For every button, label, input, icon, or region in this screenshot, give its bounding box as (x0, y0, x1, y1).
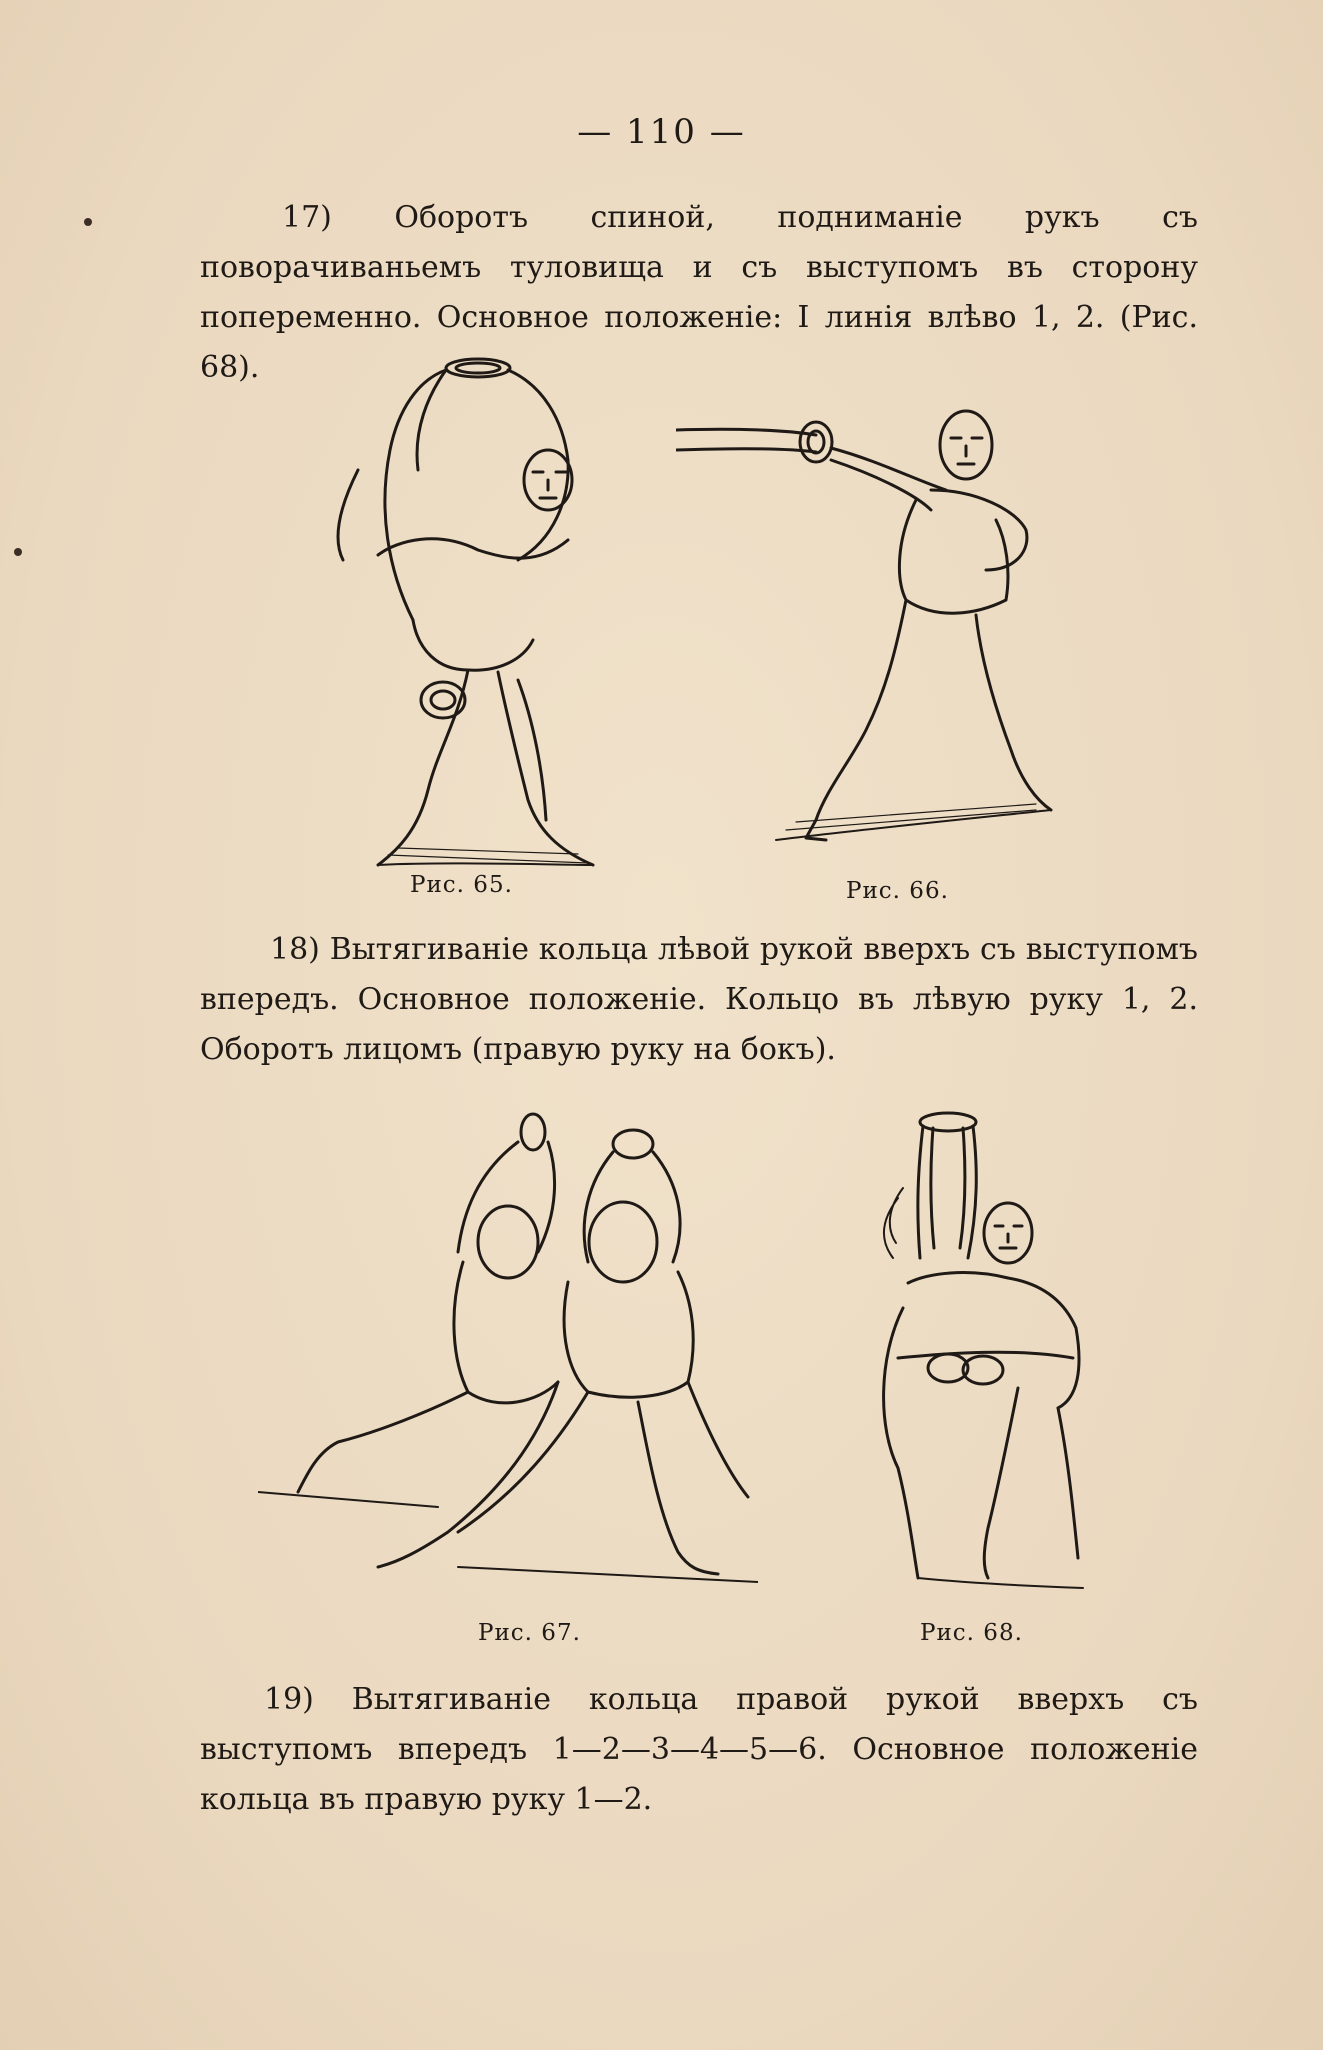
ink-speck (84, 218, 92, 226)
figure-67-illustration (258, 1112, 758, 1592)
paragraph-17: 17) Оборотъ спиной, подниманіе рукъ съ поворачиваньемъ туловища и съ выступомъ въ сторону попеременно. Основное положеніе: I линія влѣво 1, 2. (Рис. 68). (200, 200, 1198, 385)
figure-65-illustration (318, 350, 608, 870)
figure-66-illustration (676, 390, 1056, 850)
page-number: — 110 — (577, 112, 746, 152)
figure-68-illustration (868, 1108, 1088, 1598)
figure-66-caption: Рис. 66. (846, 878, 949, 904)
figure-67-caption: Рис. 67. (478, 1620, 581, 1646)
paragraph-18: 18) Вытягиваніе кольца лѣвой рукой вверхъ съ выступомъ впередъ. Основное положеніе. Кольцо въ лѣвую руку 1, 2. Оборотъ лицомъ (правую руку на бокъ). (200, 932, 1198, 1067)
ink-speck (14, 548, 22, 556)
figure-65-caption: Рис. 65. (410, 872, 513, 898)
figure-68-caption: Рис. 68. (920, 1620, 1023, 1646)
paragraph-19: 19) Вытягиваніе кольца правой рукой вверхъ съ выступомъ впередъ 1—2—3—4—5—6. Основное положеніе кольца въ правую руку 1—2. (200, 1682, 1198, 1817)
